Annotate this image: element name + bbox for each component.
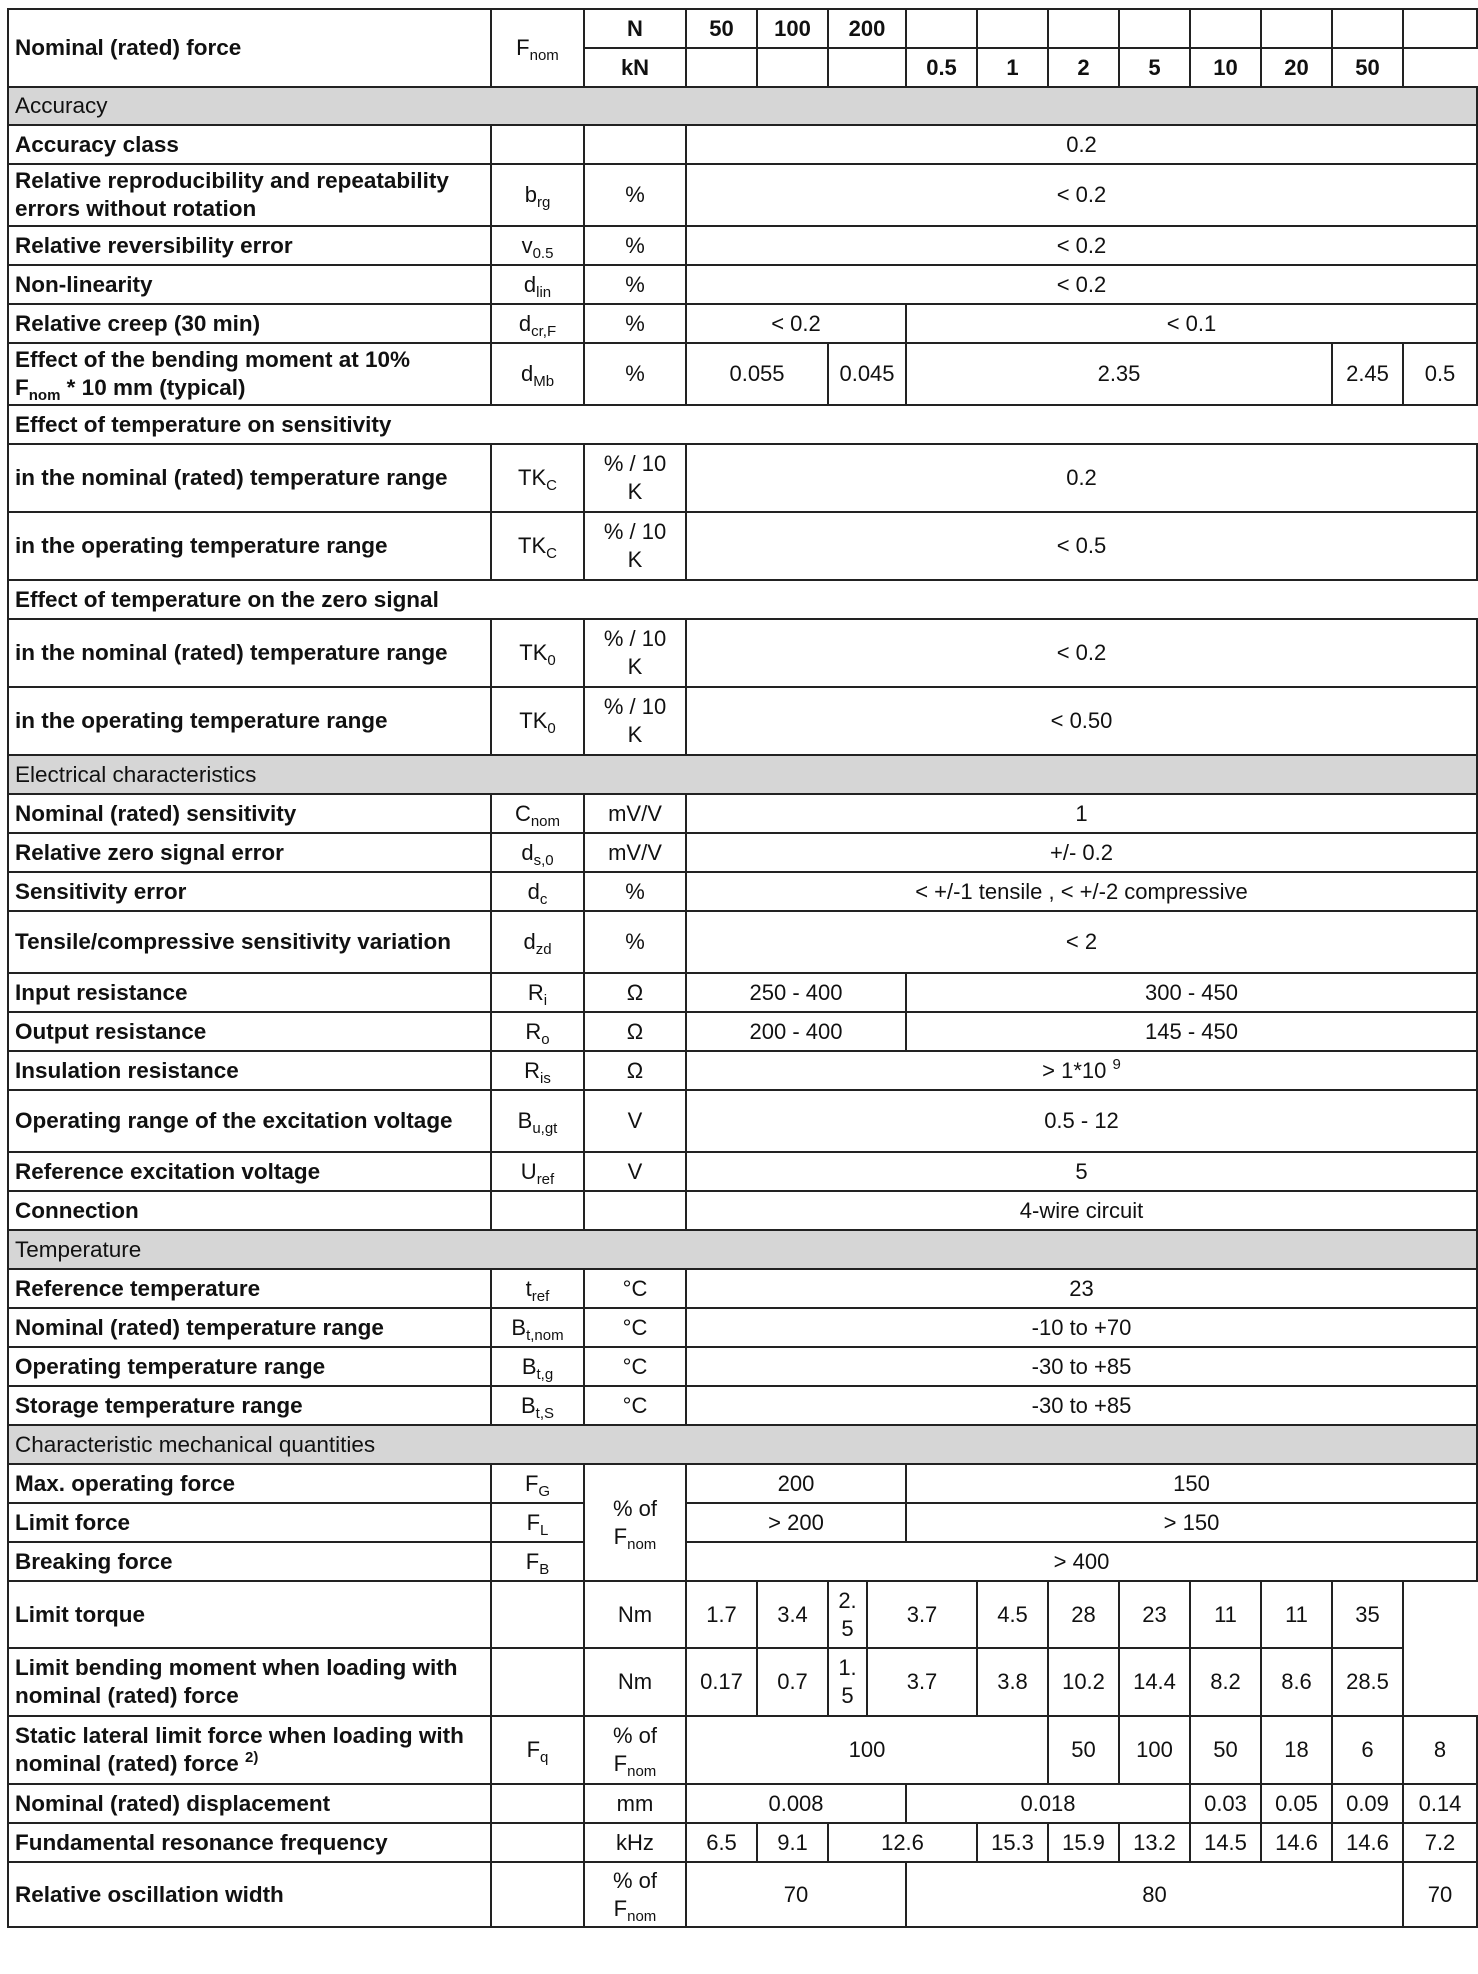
row-unit: mV/V [584, 794, 686, 833]
row-value: 1.7 [686, 1581, 757, 1648]
row-value: 3.4 [757, 1581, 828, 1648]
row-unit: % [584, 265, 686, 304]
row-symbol: $TK_0$ [491, 619, 584, 687]
row-name: Relative oscillation width [8, 1862, 491, 1927]
col-header-kn: 0.5 [906, 48, 977, 87]
row-value: 80 [906, 1862, 1403, 1927]
row-value: -30 to +85 [686, 1347, 1477, 1386]
row-value: > 200 [686, 1503, 906, 1542]
table-row [8, 1012, 1477, 1051]
row-value: 100 [1119, 1716, 1190, 1784]
row-name: in the nominal (rated) temperature range [8, 444, 491, 512]
row-unit: % / 10 K [584, 512, 686, 580]
table-row [8, 794, 1477, 833]
row-value: 4.5 [977, 1581, 1048, 1648]
row-unit: °C [584, 1269, 686, 1308]
row-unit: % of $F_{nom}$ [584, 1464, 686, 1581]
row-value: 2.35 [906, 343, 1332, 405]
row-value: 70 [1403, 1862, 1477, 1927]
section-row [8, 405, 1477, 444]
row-value: < 0.2 [686, 304, 906, 343]
col-header-kn: 10 [1190, 48, 1261, 87]
row-value: 15.3 [977, 1823, 1048, 1862]
row-value: 28 [1048, 1581, 1119, 1648]
row-name: in the nominal (rated) temperature range [8, 619, 491, 687]
table-row [8, 512, 1477, 580]
row-unit: Ω [584, 1012, 686, 1051]
section-accuracy: Accuracy [8, 87, 1477, 125]
row-value: < 0.2 [686, 226, 1477, 265]
specification-table [7, 8, 1478, 1928]
row-symbol: $F_L$ [491, 1503, 584, 1542]
header-symbol: $F_{nom}$ [491, 9, 584, 87]
subsection-temp-sensitivity: Effect of temperature on sensitivity [8, 405, 1477, 444]
row-value: +/- 0.2 [686, 833, 1477, 872]
row-symbol: $t_{ref}$ [491, 1269, 584, 1308]
row-name: Nominal (rated) sensitivity [8, 794, 491, 833]
row-name: Sensitivity error [8, 872, 491, 911]
row-symbol: $B_{t,S}$ [491, 1386, 584, 1425]
row-value: 18 [1261, 1716, 1332, 1784]
row-value: 0.5 - 12 [686, 1090, 1477, 1152]
row-value: > 400 [686, 1542, 1477, 1581]
row-value: 3.8 [977, 1648, 1048, 1716]
row-value: < 0.1 [906, 304, 1477, 343]
header-title: Nominal (rated) force [8, 9, 491, 87]
col-header-n: 50 [686, 9, 757, 48]
row-name: Tensile/compressive sensitivity variation [8, 911, 491, 973]
table-row [8, 164, 1477, 226]
row-symbol: $B_{t,g}$ [491, 1347, 584, 1386]
row-value: > 150 [906, 1503, 1477, 1542]
row-name: in the operating temperature range [8, 687, 491, 755]
row-value: 23 [1119, 1581, 1190, 1648]
row-value: 200 - 400 [686, 1012, 906, 1051]
row-unit: % [584, 911, 686, 973]
row-unit: % of $F_{nom}$ [584, 1716, 686, 1784]
table-row [8, 444, 1477, 512]
row-name: Insulation resistance [8, 1051, 491, 1090]
row-symbol: $B_{u,gt}$ [491, 1090, 584, 1152]
row-value: 3.7 [867, 1648, 977, 1716]
row-symbol: $TK_C$ [491, 444, 584, 512]
row-name: in the operating temperature range [8, 512, 491, 580]
row-value: 300 - 450 [906, 973, 1477, 1012]
row-unit: °C [584, 1347, 686, 1386]
row-value: 14.6 [1332, 1823, 1403, 1862]
table-row [8, 1051, 1477, 1090]
row-value: 11 [1261, 1581, 1332, 1648]
row-value: 4-wire circuit [686, 1191, 1477, 1230]
row-unit: % of $F_{nom}$ [584, 1862, 686, 1927]
table-row [8, 687, 1477, 755]
row-value: 0.2 [686, 125, 1477, 164]
row-value: 250 - 400 [686, 973, 906, 1012]
row-value: 11 [1190, 1581, 1261, 1648]
section-mechanical: Characteristic mechanical quantities [8, 1425, 1477, 1464]
row-name: Limit bending moment when loading with nominal (rated) force [8, 1648, 491, 1716]
section-row [8, 580, 1477, 619]
row-unit: % [584, 164, 686, 226]
table-row [8, 226, 1477, 265]
row-value: 70 [686, 1862, 906, 1927]
row-value: 200 [686, 1464, 906, 1503]
row-value: 145 - 450 [906, 1012, 1477, 1051]
table-row [8, 1090, 1477, 1152]
table-row [8, 1308, 1477, 1347]
subsection-temp-zero: Effect of temperature on the zero signal [8, 580, 1477, 619]
row-value: < 0.2 [686, 164, 1477, 226]
table-row [8, 304, 1477, 343]
row-symbol: $TK_0$ [491, 687, 584, 755]
row-symbol: $d_{zd}$ [491, 911, 584, 973]
row-name: Nominal (rated) temperature range [8, 1308, 491, 1347]
row-value: 0.055 [686, 343, 828, 405]
table-row [8, 343, 1477, 405]
row-value: 7.2 [1403, 1823, 1477, 1862]
row-value: < +/-1 tensile , < +/-2 compressive [686, 872, 1477, 911]
table-row [8, 1269, 1477, 1308]
row-symbol: $F_q$ [491, 1716, 584, 1784]
row-value: 35 [1332, 1581, 1403, 1648]
row-value: 5 [686, 1152, 1477, 1191]
section-row [8, 1425, 1477, 1464]
row-value: 0.17 [686, 1648, 757, 1716]
row-value: 0.5 [1403, 343, 1477, 405]
row-value: 14.4 [1119, 1648, 1190, 1716]
table-row [8, 833, 1477, 872]
row-name: Connection [8, 1191, 491, 1230]
table-row [8, 1386, 1477, 1425]
row-value: < 0.2 [686, 619, 1477, 687]
row-symbol: $d_{lin}$ [491, 265, 584, 304]
row-name: Accuracy class [8, 125, 491, 164]
row-unit: V [584, 1090, 686, 1152]
row-name: Reference temperature [8, 1269, 491, 1308]
row-name: Storage temperature range [8, 1386, 491, 1425]
row-symbol: $d_{s,0}$ [491, 833, 584, 872]
row-value: 1 [686, 794, 1477, 833]
row-value: 15.9 [1048, 1823, 1119, 1862]
table-row [8, 1152, 1477, 1191]
row-name: Reference excitation voltage [8, 1152, 491, 1191]
row-symbol: $R_o$ [491, 1012, 584, 1051]
row-value: 23 [686, 1269, 1477, 1308]
row-value: 0.018 [906, 1784, 1190, 1823]
row-name: Relative reproducibility and repeatability errors without rotation [8, 164, 491, 226]
row-unit: % [584, 304, 686, 343]
row-value: 13.2 [1119, 1823, 1190, 1862]
row-name: Nominal (rated) displacement [8, 1784, 491, 1823]
section-row [8, 1230, 1477, 1269]
row-value: 8.2 [1190, 1648, 1261, 1716]
section-temperature: Temperature [8, 1230, 1477, 1269]
col-header-kn: 20 [1261, 48, 1332, 87]
row-value: 28.5 [1332, 1648, 1403, 1716]
row-value: 2. 5 [828, 1581, 867, 1648]
row-symbol: $d_c$ [491, 872, 584, 911]
row-value: -10 to +70 [686, 1308, 1477, 1347]
row-value: 0.008 [686, 1784, 906, 1823]
row-symbol: $F_G$ [491, 1464, 584, 1503]
row-value: 9.1 [757, 1823, 828, 1862]
row-symbol: $TK_C$ [491, 512, 584, 580]
row-value: < 0.5 [686, 512, 1477, 580]
unit-n: N [584, 9, 686, 48]
row-symbol: $v_{0.5}$ [491, 226, 584, 265]
table-row [8, 1503, 1477, 1542]
row-name: Limit torque [8, 1581, 491, 1648]
row-unit: % [584, 872, 686, 911]
row-value: 0.03 [1190, 1784, 1261, 1823]
row-value: 1. 5 [828, 1648, 867, 1716]
row-symbol: $B_{t,nom}$ [491, 1308, 584, 1347]
row-value: 0.045 [828, 343, 906, 405]
row-unit: % / 10 K [584, 687, 686, 755]
row-name: Static lateral limit force when loading with nominal (rated) force $^{2)}$ [8, 1716, 491, 1784]
row-unit: % [584, 343, 686, 405]
table-row [8, 1862, 1477, 1927]
row-name: Operating temperature range [8, 1347, 491, 1386]
row-name: Input resistance [8, 973, 491, 1012]
row-value: 6.5 [686, 1823, 757, 1862]
row-value: > 1*10 $^9$ [686, 1051, 1477, 1090]
row-value: < 0.2 [686, 265, 1477, 304]
row-unit: mm [584, 1784, 686, 1823]
row-unit: °C [584, 1386, 686, 1425]
row-unit: °C [584, 1308, 686, 1347]
row-name: Non-linearity [8, 265, 491, 304]
unit-kn: kN [584, 48, 686, 87]
section-row [8, 755, 1477, 794]
row-value: 0.7 [757, 1648, 828, 1716]
row-symbol: $C_{nom}$ [491, 794, 584, 833]
row-symbol: $R_{is}$ [491, 1051, 584, 1090]
row-unit: Ω [584, 973, 686, 1012]
row-unit: kHz [584, 1823, 686, 1862]
row-value: 150 [906, 1464, 1477, 1503]
table-row [8, 1191, 1477, 1230]
section-row [8, 87, 1477, 125]
row-unit: V [584, 1152, 686, 1191]
table-row [8, 265, 1477, 304]
row-symbol: $d_{cr,F}$ [491, 304, 584, 343]
row-value: < 2 [686, 911, 1477, 973]
table-row [8, 973, 1477, 1012]
row-value: 100 [686, 1716, 1048, 1784]
row-name: Relative creep (30 min) [8, 304, 491, 343]
row-symbol: $R_i$ [491, 973, 584, 1012]
section-electrical: Electrical characteristics [8, 755, 1477, 794]
col-header-kn: 2 [1048, 48, 1119, 87]
row-unit: Nm [584, 1581, 686, 1648]
row-value: 0.05 [1261, 1784, 1332, 1823]
row-symbol: $d_{Mb}$ [491, 343, 584, 405]
col-header-kn: 50 [1332, 48, 1403, 87]
row-name: Relative reversibility error [8, 226, 491, 265]
row-value: 12.6 [828, 1823, 977, 1862]
table-row [8, 1823, 1477, 1862]
col-header-kn: 5 [1119, 48, 1190, 87]
row-value: 50 [1190, 1716, 1261, 1784]
row-name: Operating range of the excitation voltage [8, 1090, 491, 1152]
row-value: -30 to +85 [686, 1386, 1477, 1425]
table-row [8, 1716, 1477, 1784]
row-symbol: $b_{rg}$ [491, 164, 584, 226]
table-row [8, 125, 1477, 164]
row-value: 2.45 [1332, 343, 1403, 405]
table-row [8, 1648, 1477, 1716]
table-row [8, 619, 1477, 687]
row-name: Fundamental resonance frequency [8, 1823, 491, 1862]
row-value: 8 [1403, 1716, 1477, 1784]
row-name: Limit force [8, 1503, 491, 1542]
row-value: 50 [1048, 1716, 1119, 1784]
col-header-n: 200 [828, 9, 906, 48]
row-value: 8.6 [1261, 1648, 1332, 1716]
row-name: Max. operating force [8, 1464, 491, 1503]
col-header-kn: 1 [977, 48, 1048, 87]
table-row [8, 1581, 1477, 1648]
row-name: Effect of the bending moment at 10% $F_{nom} * 10$ mm (typical) [8, 343, 491, 405]
row-value: 10.2 [1048, 1648, 1119, 1716]
header-row-n [8, 9, 1477, 48]
row-value: 0.09 [1332, 1784, 1403, 1823]
row-value: 0.14 [1403, 1784, 1477, 1823]
row-unit: % [584, 226, 686, 265]
row-name: Output resistance [8, 1012, 491, 1051]
row-unit: mV/V [584, 833, 686, 872]
row-unit: Ω [584, 1051, 686, 1090]
row-symbol: $U_{ref}$ [491, 1152, 584, 1191]
row-value: 14.5 [1190, 1823, 1261, 1862]
row-value: 0.2 [686, 444, 1477, 512]
row-unit: Nm [584, 1648, 686, 1716]
row-unit: % / 10 K [584, 619, 686, 687]
table-row [8, 911, 1477, 973]
table-row [8, 1542, 1477, 1581]
row-name: Breaking force [8, 1542, 491, 1581]
row-name: Relative zero signal error [8, 833, 491, 872]
table-row [8, 1784, 1477, 1823]
row-value: < 0.50 [686, 687, 1477, 755]
row-value: 6 [1332, 1716, 1403, 1784]
table-row [8, 872, 1477, 911]
table-row [8, 1464, 1477, 1503]
row-value: 3.7 [867, 1581, 977, 1648]
row-symbol: $F_B$ [491, 1542, 584, 1581]
row-unit: % / 10 K [584, 444, 686, 512]
col-header-n: 100 [757, 9, 828, 48]
row-value: 14.6 [1261, 1823, 1332, 1862]
table-row [8, 1347, 1477, 1386]
